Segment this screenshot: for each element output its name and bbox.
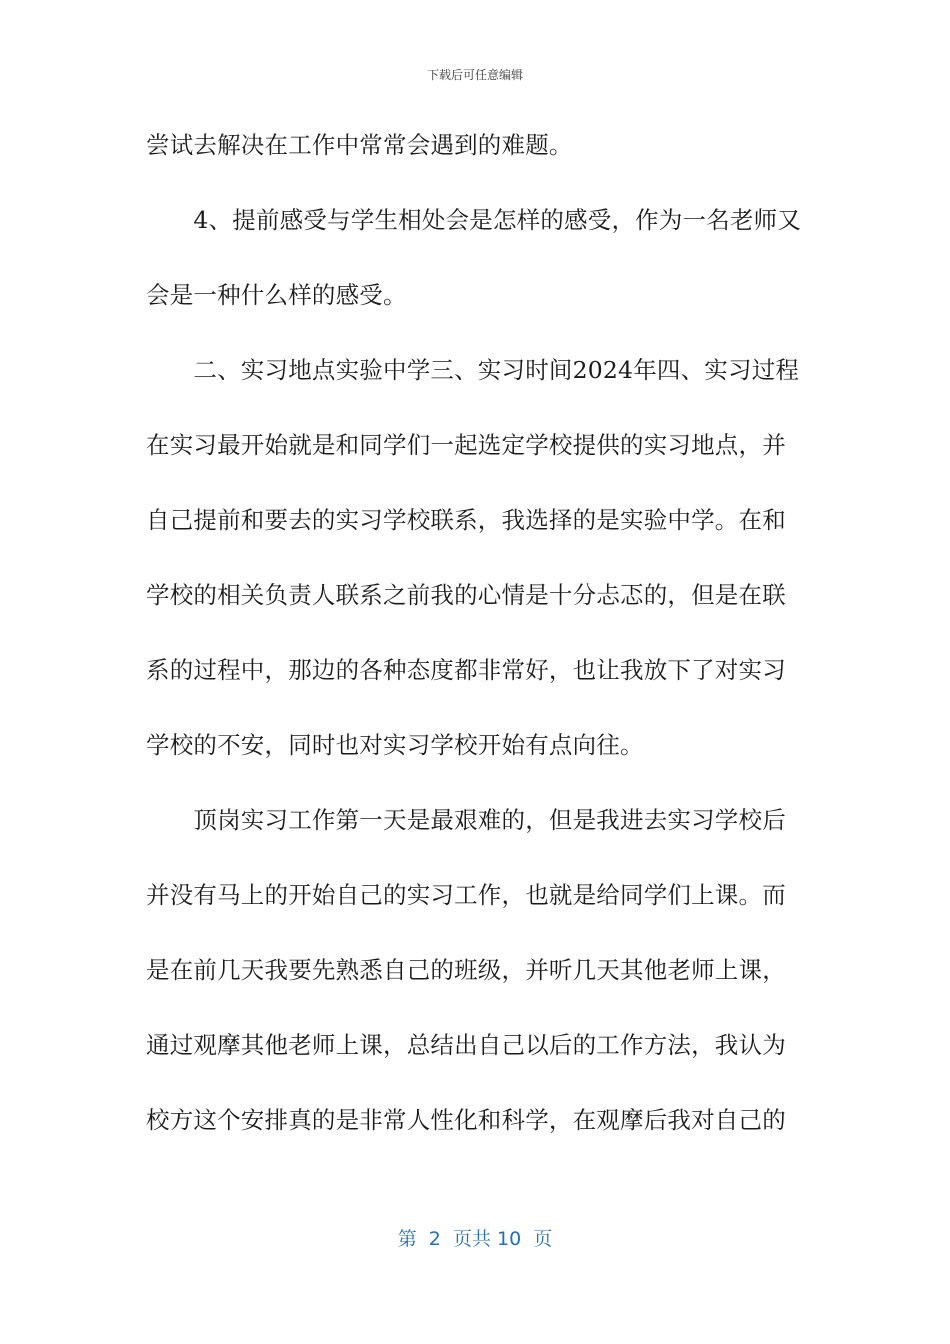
text-line: 校方这个安排真的是非常人性化和科学，在观摩后我对自己的 (146, 1106, 786, 1134)
text-line: 在实习最开始就是和同学们一起选定学校提供的实习地点，并 (146, 431, 786, 459)
text-line: 系的过程中，那边的各种态度都非常好，也让我放下了对实习 (146, 656, 786, 684)
text-line: 学校的相关负责人联系之前我的心情是十分忐忑的，但是在联 (146, 581, 786, 609)
page-number-footer: 第 2 页共 10 页 (397, 1228, 553, 1250)
text-line: 是在前几天我要先熟悉自己的班级，并听几天其他老师上课， (146, 956, 786, 984)
text-line: 尝试去解决在工作中常常会遇到的难题。 (146, 131, 573, 159)
text-line: 顶岗实习工作第一天是最艰难的，但是我进去实习学校后 (146, 806, 786, 834)
page-header: 下载后可任意编辑 (426, 68, 523, 82)
text-line: 会是一种什么样的感受。 (146, 281, 407, 309)
document-body (146, 120, 806, 1170)
text-line: 4、提前感受与学生相处会是怎样的感受，作为一名老师又 (146, 206, 802, 234)
text-line: 自己提前和要去的实习学校联系，我选择的是实验中学。在和 (146, 506, 786, 534)
text-line: 二、实习地点实验中学三、实习时间2024年四、实习过程 (146, 356, 800, 384)
text-line: 并没有马上的开始自己的实习工作，也就是给同学们上课。而 (146, 881, 786, 909)
text-line: 通过观摩其他老师上课，总结出自己以后的工作方法，我认为 (146, 1031, 786, 1059)
text-line: 学校的不安，同时也对实习学校开始有点向往。 (146, 731, 644, 759)
